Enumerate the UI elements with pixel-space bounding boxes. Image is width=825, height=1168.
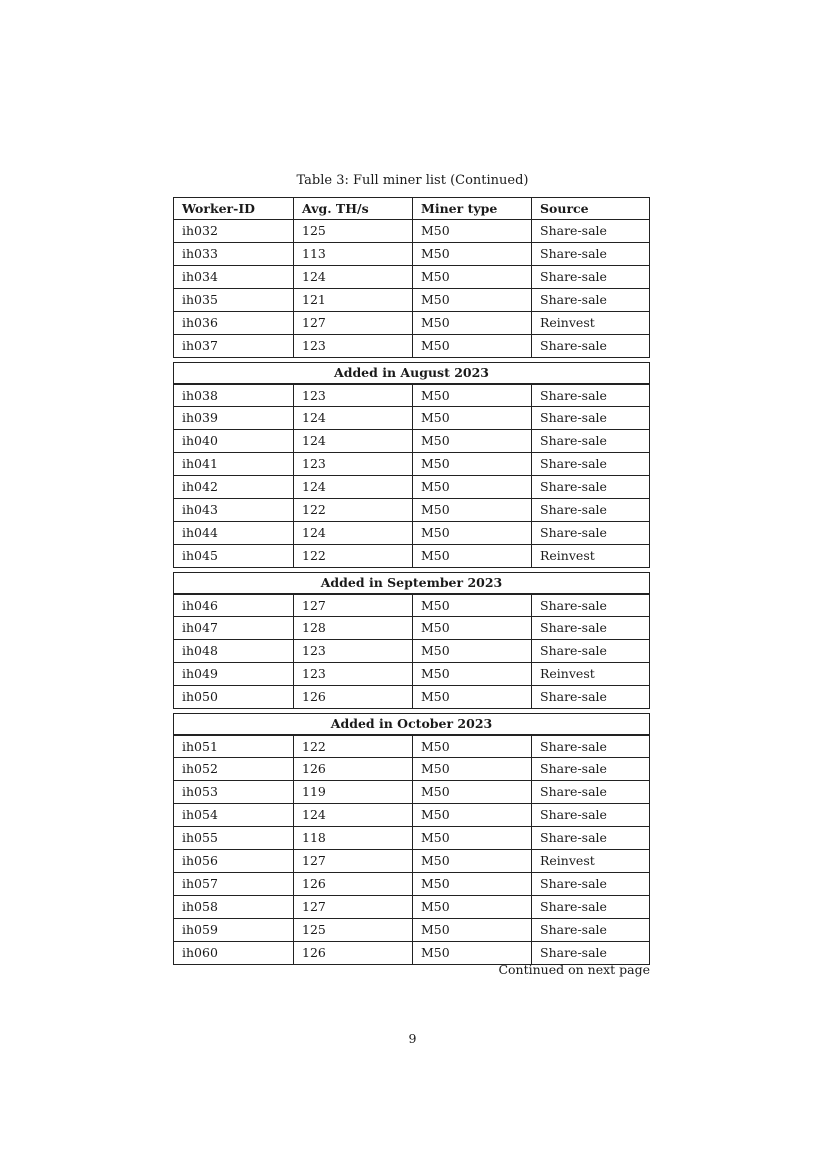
miner-type-cell: M50 (412, 617, 531, 639)
source-cell: Reinvest (531, 850, 649, 872)
miner-type-cell: M50 (412, 407, 531, 429)
worker-id-cell: ih052 (182, 761, 218, 776)
source-cell: Reinvest (531, 663, 649, 685)
source-cell: Share-sale (531, 873, 649, 895)
miner-type-cell: M50 (412, 430, 531, 452)
avg-ths-cell: 122 (293, 736, 412, 757)
section-header: Added in September 2023 (173, 572, 650, 594)
miner-type-cell: M50 (412, 758, 531, 780)
table-row (173, 873, 650, 896)
miner-type-cell: M50 (412, 663, 531, 685)
miner-type-cell: M50 (412, 385, 531, 406)
source-cell: Reinvest (531, 312, 649, 334)
worker-id-cell: ih042 (182, 479, 218, 494)
table-header-row (173, 197, 650, 220)
source-cell: Share-sale (531, 499, 649, 521)
source-cell: Share-sale (531, 686, 649, 708)
avg-ths-cell: 126 (293, 873, 412, 895)
source-cell: Share-sale (531, 430, 649, 452)
table-row (173, 617, 650, 640)
miner-type-cell: M50 (412, 850, 531, 872)
avg-ths-cell: 123 (293, 640, 412, 662)
source-cell: Share-sale (531, 781, 649, 803)
continued-note: Continued on next page (498, 962, 650, 977)
worker-id-cell: ih032 (182, 223, 218, 238)
miner-table (173, 197, 650, 965)
worker-id-cell: ih038 (182, 388, 218, 403)
avg-ths-cell: 123 (293, 663, 412, 685)
miner-type-cell: M50 (412, 827, 531, 849)
section-header: Added in August 2023 (173, 362, 650, 384)
miner-type-cell: M50 (412, 896, 531, 918)
worker-id-cell: ih055 (182, 830, 218, 845)
miner-type-cell: M50 (412, 942, 531, 964)
miner-type-cell: M50 (412, 243, 531, 265)
source-cell: Reinvest (531, 545, 649, 567)
miner-type-cell: M50 (412, 266, 531, 288)
source-cell: Share-sale (531, 243, 649, 265)
avg-ths-cell: 113 (293, 243, 412, 265)
header-source: Source (531, 198, 649, 219)
header-worker-id: Worker-ID (182, 201, 256, 216)
worker-id-cell: ih033 (182, 246, 218, 261)
worker-id-cell: ih048 (182, 643, 218, 658)
worker-id-cell: ih060 (182, 945, 218, 960)
miner-type-cell: M50 (412, 522, 531, 544)
worker-id-cell: ih050 (182, 689, 218, 704)
source-cell: Share-sale (531, 896, 649, 918)
table-row (173, 919, 650, 942)
avg-ths-cell: 127 (293, 850, 412, 872)
table-row (173, 220, 650, 243)
table-row (173, 804, 650, 827)
worker-id-cell: ih045 (182, 548, 218, 563)
avg-ths-cell: 119 (293, 781, 412, 803)
table-row (173, 430, 650, 453)
avg-ths-cell: 123 (293, 453, 412, 475)
miner-type-cell: M50 (412, 873, 531, 895)
table-row (173, 499, 650, 522)
worker-id-cell: ih041 (182, 456, 218, 471)
worker-id-cell: ih037 (182, 338, 218, 353)
worker-id-cell: ih046 (182, 598, 218, 613)
source-cell: Share-sale (531, 919, 649, 941)
section-header: Added in October 2023 (173, 713, 650, 735)
source-cell: Share-sale (531, 942, 649, 964)
miner-type-cell: M50 (412, 476, 531, 498)
source-cell: Share-sale (531, 640, 649, 662)
miner-type-cell: M50 (412, 640, 531, 662)
table-row (173, 266, 650, 289)
avg-ths-cell: 123 (293, 385, 412, 406)
worker-id-cell: ih039 (182, 410, 218, 425)
table-row (173, 896, 650, 919)
miner-type-cell: M50 (412, 919, 531, 941)
source-cell: Share-sale (531, 827, 649, 849)
worker-id-cell: ih054 (182, 807, 218, 822)
miner-type-cell: M50 (412, 686, 531, 708)
miner-type-cell: M50 (412, 312, 531, 334)
table-row (173, 640, 650, 663)
source-cell: Share-sale (531, 335, 649, 357)
source-cell: Share-sale (531, 407, 649, 429)
worker-id-cell: ih034 (182, 269, 218, 284)
table-row (173, 758, 650, 781)
source-cell: Share-sale (531, 804, 649, 826)
worker-id-cell: ih049 (182, 666, 218, 681)
worker-id-cell: ih051 (182, 739, 218, 754)
table-row (173, 663, 650, 686)
avg-ths-cell: 123 (293, 335, 412, 357)
worker-id-cell: ih057 (182, 876, 218, 891)
source-cell: Share-sale (531, 289, 649, 311)
avg-ths-cell: 124 (293, 522, 412, 544)
avg-ths-cell: 124 (293, 430, 412, 452)
avg-ths-cell: 124 (293, 476, 412, 498)
miner-type-cell: M50 (412, 335, 531, 357)
table-row (173, 522, 650, 545)
source-cell: Share-sale (531, 385, 649, 406)
worker-id-cell: ih035 (182, 292, 218, 307)
table-row (173, 243, 650, 266)
miner-type-cell: M50 (412, 220, 531, 242)
worker-id-cell: ih040 (182, 433, 218, 448)
worker-id-cell: ih056 (182, 853, 218, 868)
table-row (173, 289, 650, 312)
source-cell: Share-sale (531, 476, 649, 498)
table-row (173, 594, 650, 617)
worker-id-cell: ih058 (182, 899, 218, 914)
avg-ths-cell: 125 (293, 220, 412, 242)
avg-ths-cell: 122 (293, 545, 412, 567)
miner-type-cell: M50 (412, 545, 531, 567)
source-cell: Share-sale (531, 736, 649, 757)
worker-id-cell: ih053 (182, 784, 218, 799)
avg-ths-cell: 128 (293, 617, 412, 639)
table-row (173, 735, 650, 758)
worker-id-cell: ih044 (182, 525, 218, 540)
worker-id-cell: ih036 (182, 315, 218, 330)
avg-ths-cell: 125 (293, 919, 412, 941)
avg-ths-cell: 126 (293, 686, 412, 708)
avg-ths-cell: 126 (293, 942, 412, 964)
source-cell: Share-sale (531, 266, 649, 288)
worker-id-cell: ih047 (182, 620, 218, 635)
source-cell: Share-sale (531, 522, 649, 544)
avg-ths-cell: 124 (293, 266, 412, 288)
source-cell: Share-sale (531, 758, 649, 780)
table-row (173, 686, 650, 709)
table-row (173, 850, 650, 873)
table-row (173, 407, 650, 430)
worker-id-cell: ih043 (182, 502, 218, 517)
miner-type-cell: M50 (412, 736, 531, 757)
table-row (173, 476, 650, 499)
table-row (173, 453, 650, 476)
page-number: 9 (408, 1031, 417, 1046)
worker-id-cell: ih059 (182, 922, 218, 937)
miner-type-cell: M50 (412, 804, 531, 826)
avg-ths-cell: 124 (293, 407, 412, 429)
avg-ths-cell: 127 (293, 312, 412, 334)
table-row (173, 312, 650, 335)
header-miner-type: Miner type (412, 198, 531, 219)
table-row (173, 335, 650, 358)
header-avg-ths: Avg. TH/s (293, 198, 412, 219)
miner-type-cell: M50 (412, 499, 531, 521)
source-cell: Share-sale (531, 595, 649, 616)
table-caption: Table 3: Full miner list (Continued) (296, 173, 529, 188)
avg-ths-cell: 118 (293, 827, 412, 849)
table-row (173, 384, 650, 407)
avg-ths-cell: 121 (293, 289, 412, 311)
avg-ths-cell: 126 (293, 758, 412, 780)
miner-type-cell: M50 (412, 595, 531, 616)
avg-ths-cell: 124 (293, 804, 412, 826)
table-row (173, 827, 650, 850)
miner-type-cell: M50 (412, 781, 531, 803)
miner-type-cell: M50 (412, 453, 531, 475)
source-cell: Share-sale (531, 617, 649, 639)
miner-type-cell: M50 (412, 289, 531, 311)
avg-ths-cell: 122 (293, 499, 412, 521)
table-row (173, 545, 650, 568)
table-row (173, 781, 650, 804)
source-cell: Share-sale (531, 220, 649, 242)
avg-ths-cell: 127 (293, 595, 412, 616)
source-cell: Share-sale (531, 453, 649, 475)
avg-ths-cell: 127 (293, 896, 412, 918)
